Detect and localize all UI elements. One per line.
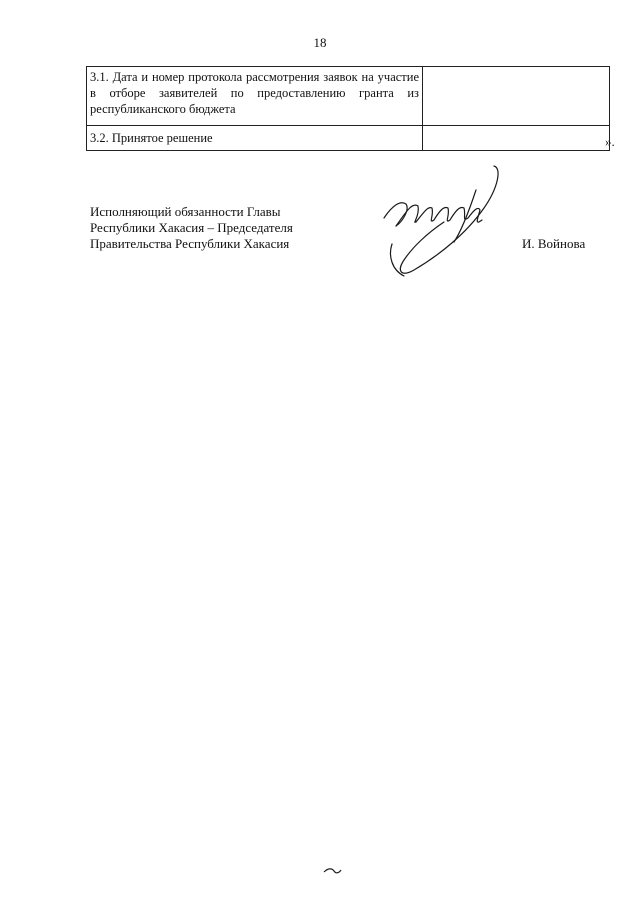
signatory-position-line: Исполняющий обязанности Главы xyxy=(90,204,281,219)
signatory-position-line: Республики Хакасия – Председателя xyxy=(90,220,293,235)
page-number: 18 xyxy=(313,35,327,50)
signer-name: И. Войнова xyxy=(522,236,586,251)
signatory-position-line: Правительства Республики Хакасия xyxy=(90,236,290,251)
handwritten-signature xyxy=(366,160,516,285)
row-value-protocol xyxy=(423,67,610,126)
closing-quote: ». xyxy=(605,134,615,149)
row-label-decision: 3.2. Принятое решение xyxy=(87,126,423,151)
row-value-decision xyxy=(423,126,610,151)
row-label-protocol: 3.1. Дата и номер протокола рассмотрения заявок на участие в отборе заявителей по предоставлению гранта из республиканского бюджета xyxy=(87,67,423,126)
table-row xyxy=(87,126,610,151)
protocol-table xyxy=(86,66,610,151)
tilde-mark xyxy=(322,866,342,876)
signatory-position xyxy=(90,204,293,252)
table-row xyxy=(87,67,610,126)
